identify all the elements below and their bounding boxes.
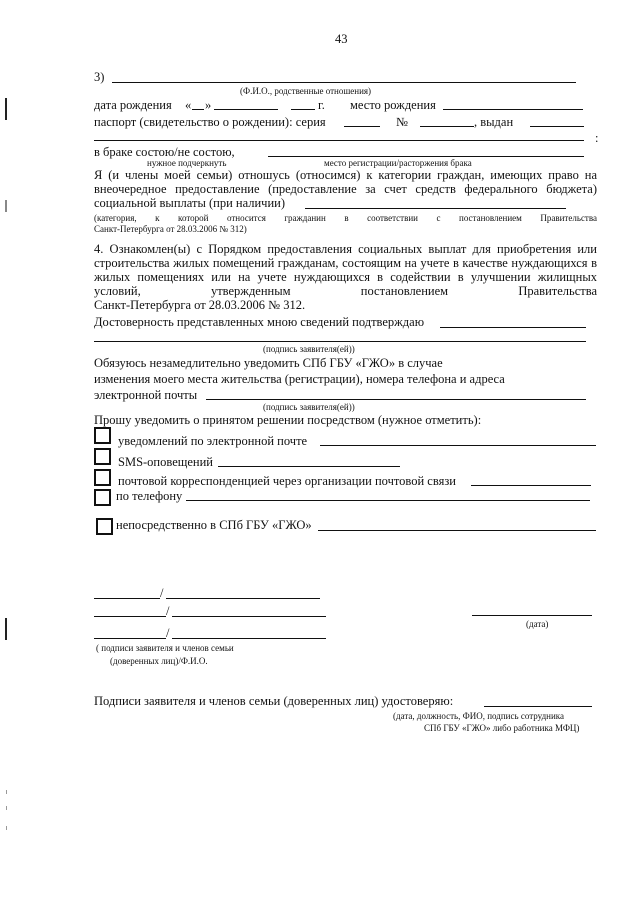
direct-notify-field[interactable]: [318, 530, 596, 531]
fio-field-2[interactable]: [172, 616, 326, 617]
signature-field-1[interactable]: [94, 598, 160, 599]
scan-mark-3: [5, 618, 7, 640]
notify-line-2: изменения моего места жительства (регистрации), номера телефона и адреса: [94, 372, 505, 386]
scan-dot-2: [6, 806, 7, 810]
issued-field[interactable]: [530, 126, 584, 127]
request-label: Прошу уведомить о принятом решении посредством (нужное отметить):: [94, 413, 482, 427]
phone-notify-checkbox[interactable]: [94, 489, 111, 506]
confirm-field[interactable]: [440, 327, 586, 328]
payment-label: социальной выплаты (при наличии): [94, 196, 285, 210]
sign-caption: (подпись заявителя(ей)): [263, 344, 355, 354]
dob-label: дата рождения: [94, 98, 172, 112]
email-notify-label: уведомлений по электронной почте: [118, 434, 308, 448]
signatures-caption-2: (доверенных лиц)/Ф.И.О.: [110, 656, 208, 666]
year-suffix: г.: [318, 98, 325, 112]
certify-label: Подписи заявителя и членов семьи (доверенных лиц) удостоверяю:: [94, 694, 454, 708]
sms-notify-checkbox[interactable]: [94, 448, 111, 465]
phone-notify-label: по телефону: [116, 489, 183, 503]
post-notify-checkbox[interactable]: [94, 469, 111, 486]
fio-field-1[interactable]: [166, 598, 320, 599]
confirm-label: Достоверность представленных мною сведений подтверждаю: [94, 315, 425, 329]
signatures-caption-1: ( подписи заявителя и членов семьи: [96, 643, 234, 653]
section4-paragraph-end: Санкт-Петербурга от 28.03.2006 № 312.: [94, 298, 306, 312]
dob-open-quote: «: [185, 98, 192, 112]
birthplace-field[interactable]: [443, 109, 583, 110]
number-sign: №: [396, 115, 408, 129]
registry-caption: место регистрации/расторжения брака: [324, 158, 472, 168]
signature-slash-2: /: [166, 604, 170, 618]
underline-caption: нужное подчеркнуть: [147, 158, 227, 168]
date-caption: (дата): [526, 619, 549, 629]
scan-mark-1: [5, 98, 7, 120]
issued-label: , выдан: [474, 115, 514, 129]
signature-field-3[interactable]: [94, 638, 166, 639]
post-notify-field[interactable]: [471, 485, 591, 486]
notify-line-1: Обязуюсь незамедлительно уведомить СПб ГБУ «ГЖО» в случае: [94, 356, 443, 370]
colon: :: [595, 131, 599, 145]
dob-year-field[interactable]: [291, 109, 315, 110]
fio-caption: (Ф.И.О., родственные отношения): [240, 86, 372, 96]
certify-caption-1: (дата, должность, ФИО, подпись сотрудника: [393, 711, 565, 721]
certify-caption-2: СПб ГБУ «ГЖО» либо работника МФЦ): [424, 723, 580, 733]
payment-field[interactable]: [305, 208, 566, 209]
category-note-2: Санкт-Петербурга от 28.03.2006 № 312): [94, 224, 247, 234]
scan-dot-1: [6, 790, 7, 794]
section-number: 3): [94, 70, 105, 84]
married-label: в браке состою/не состою,: [94, 145, 235, 159]
scan-dot-3: [6, 826, 7, 830]
sign-caption-2: (подпись заявителя(ей)): [263, 402, 355, 412]
sms-notify-label: SMS-оповещений: [118, 455, 213, 469]
direct-notify-label: непосредственно в СПб ГБУ «ГЖО»: [116, 518, 312, 532]
birthplace-label: место рождения: [350, 98, 436, 112]
date-field[interactable]: [472, 615, 592, 616]
email-notify-checkbox[interactable]: [94, 427, 111, 444]
signature-slash-1: /: [160, 586, 164, 600]
email-notify-field[interactable]: [320, 445, 596, 446]
post-notify-label: почтовой корреспонденцией через организации почтовой связи: [118, 474, 456, 488]
registry-field[interactable]: [268, 156, 584, 157]
scan-mark-2: [5, 200, 7, 212]
confirm-field-line2[interactable]: [94, 341, 586, 342]
dob-month-field[interactable]: [214, 109, 278, 110]
certify-field[interactable]: [484, 706, 592, 707]
signature-slash-3: /: [166, 626, 170, 640]
sms-notify-field[interactable]: [218, 466, 400, 467]
dob-close-quote: »: [205, 98, 212, 112]
issued-field-line2[interactable]: [94, 140, 584, 141]
fio-field[interactable]: [112, 82, 576, 83]
passport-series-field[interactable]: [344, 126, 380, 127]
category-note: (категория, к которой относится гражданин в соответствии с постановлением Правительства: [94, 213, 597, 223]
phone-notify-field[interactable]: [186, 500, 590, 501]
category-paragraph: Я (и члены моей семьи) отношусь (относимся) к категории граждан, имеющих право на внеочередное предоставление (предоставление за счет средств федерального бюджета): [94, 168, 597, 196]
page-number: 43: [335, 32, 348, 46]
section4-paragraph: 4. Ознакомлен(ы) с Порядком предоставления социальных выплат для приобретения или строительства жилых помещений гражданам, состоящим на учете в качестве нуждающихся в жилых помещениях или на учете нуждающихся в содействии в улучшении жилищных условий, утвержденным постановлением Правительства: [94, 242, 597, 298]
passport-label: паспорт (свидетельство о рождении): серия: [94, 115, 326, 129]
fio-field-3[interactable]: [172, 638, 326, 639]
email-label: электронной почты: [94, 388, 198, 402]
direct-notify-checkbox[interactable]: [96, 518, 113, 535]
passport-number-field[interactable]: [420, 126, 474, 127]
dob-day-field[interactable]: [192, 109, 204, 110]
email-field[interactable]: [206, 399, 586, 400]
signature-field-2[interactable]: [94, 616, 166, 617]
